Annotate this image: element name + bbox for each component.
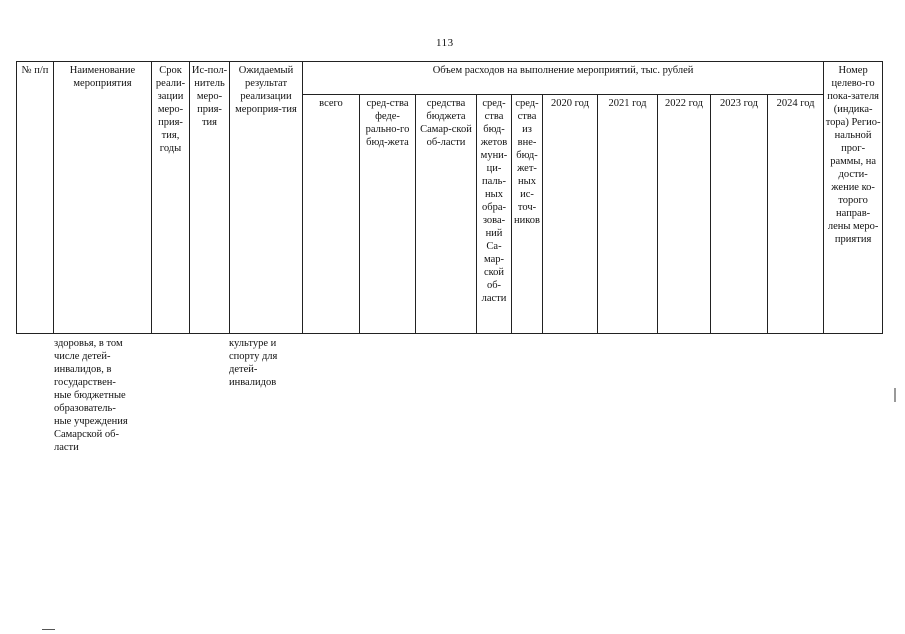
scan-mark (42, 629, 55, 630)
continuation-name (54, 337, 146, 454)
sub-total: всего (303, 95, 360, 334)
year-2020: 2020 год (543, 95, 598, 334)
header-col-name: Наименование мероприятия (54, 62, 152, 334)
continuation-result-line: детей- (229, 364, 258, 375)
header-col-num: № п/п (17, 62, 54, 334)
continuation-name-line: ные бюджетные (54, 390, 126, 401)
continuation-result (229, 337, 302, 389)
year-2023: 2023 год (711, 95, 768, 334)
continuation-name-line: государствен- (54, 377, 116, 388)
sub-regional: средства бюджета Самар-ской об-ласти (416, 95, 477, 334)
year-2021: 2021 год (598, 95, 658, 334)
header-col-costs: Объем расходов на выполнение мероприятий, тыс. рублей (303, 62, 824, 95)
continuation-name-line: здоровья, в том (54, 338, 123, 349)
page-number: 113 (436, 37, 454, 49)
year-2022: 2022 год (658, 95, 711, 334)
continuation-name-line: Самарской об- (54, 429, 119, 440)
continuation-name-line: ласти (54, 442, 79, 453)
continuation-result-line: культуре и (229, 338, 277, 349)
header-col-result: Ожидаемый результат реализации мероприя-тия (230, 62, 303, 334)
continuation-name-line: инвалидов, в (54, 364, 112, 375)
header-col-executor: Ис-пол-нитель меро-прия-тия (190, 62, 230, 334)
continuation-name-line: ные учреждения (54, 416, 128, 427)
continuation-result-line: спорту для (229, 351, 278, 362)
continuation-name-line: образователь- (54, 403, 116, 414)
header-col-term: Срок реали-зации меро-прия-тия, годы (152, 62, 190, 334)
header-col-indicator: Номер целево-го пока-зателя (индика-тора) Регио-нальной прог-раммы, на дости-жение ко-торого направ-лены меро-приятия (824, 62, 883, 334)
continuation-result-line: инвалидов (229, 377, 277, 388)
scan-mark (894, 388, 896, 402)
sub-federal: сред-ства феде-рально-го бюд-жета (360, 95, 416, 334)
continuation-name-line: числе детей- (54, 351, 111, 362)
sub-extrabudget: сред-ства из вне-бюд-жет-ных ис-точ-ников (512, 95, 543, 334)
year-2024: 2024 год (768, 95, 824, 334)
header-table (16, 61, 883, 334)
sub-municipal: сред-ства бюд-жетов муни-ци-паль-ных обра-зова-ний Са-мар-ской об-ласти (477, 95, 512, 334)
